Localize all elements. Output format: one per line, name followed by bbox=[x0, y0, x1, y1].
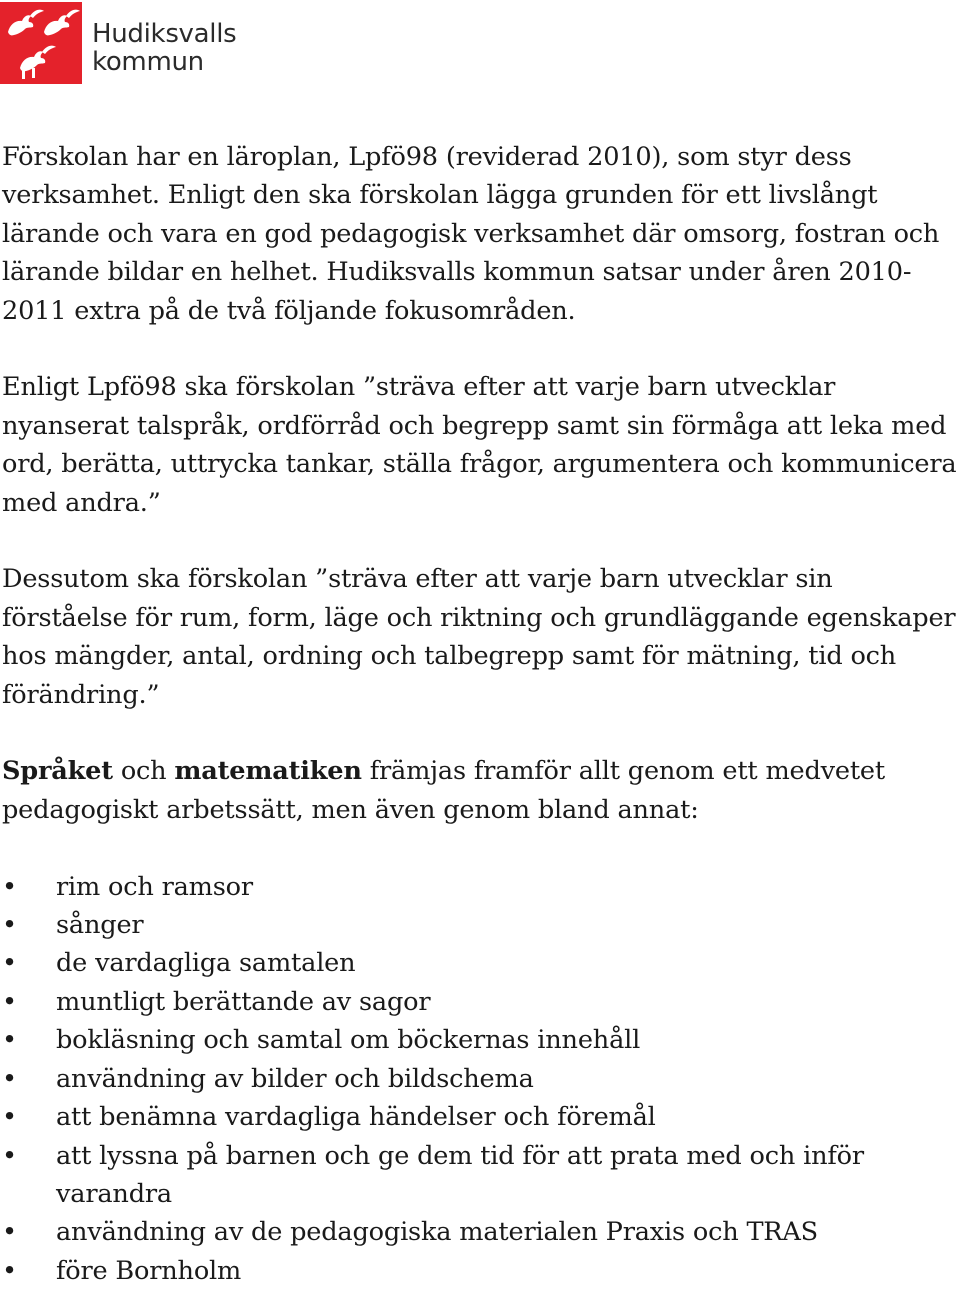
bold-term-language: Språket bbox=[2, 756, 113, 787]
list-item: • muntligt berättande av sagor bbox=[2, 983, 958, 1021]
goat-emblem-icon bbox=[0, 2, 82, 84]
list-item: • bokläsning och samtal om böckernas innehåll bbox=[2, 1021, 958, 1059]
list-item: • att lyssna på barnen och ge dem tid för att prata med och inför varandra bbox=[2, 1137, 958, 1214]
methods-text: främjas framför allt genom ett medvetet pedagogiskt arbetssätt, men även genom bland annat: bbox=[2, 756, 885, 825]
methods-paragraph bbox=[2, 752, 958, 829]
logo-line-1: Hudiksvalls bbox=[92, 19, 237, 49]
list-item: • rim och ramsor bbox=[2, 868, 958, 906]
logo-wordmark bbox=[92, 20, 236, 76]
list-item: • de vardagliga samtalen bbox=[2, 944, 958, 982]
language-goal-paragraph: Enligt Lpfö98 ska förskolan ”sträva efter att varje barn utvecklar nyanserat talspråk, ordförråd och begrepp samt sin förmåga att leka med ord, berätta, uttrycka tankar, ställa frågor, argumentera och kommunicera med andra.” bbox=[2, 372, 957, 518]
math-goal-paragraph: Dessutom ska förskolan ”sträva efter att varje barn utvecklar sin förståelse för rum, form, läge och riktning och grundläggande egenskaper hos mängder, antal, ordning och talbegrepp samt för mätning, tid och förändring.” bbox=[2, 564, 956, 710]
list-item: • sånger bbox=[2, 906, 958, 944]
intro-paragraph: Förskolan har en läroplan, Lpfö98 (reviderad 2010), som styr dess verksamhet. Enligt den ska förskolan lägga grunden för ett livslångt lärande och vara en god pedagogisk verksamhet där omsorg, fostran och lärande bildar en helhet. Hudiksvalls kommun satsar under åren 2010-2011 extra på de två följande fokusområden. bbox=[2, 142, 940, 326]
list-item: • användning av de pedagogiska materialen Praxis och TRAS bbox=[2, 1213, 958, 1251]
methods-connector: och bbox=[112, 756, 175, 787]
bold-term-math: matematiken bbox=[174, 756, 362, 787]
document-body bbox=[2, 138, 958, 1290]
list-item: • användning av bilder och bildschema bbox=[2, 1060, 958, 1098]
list-item: • före Bornholm bbox=[2, 1252, 958, 1290]
methods-list bbox=[2, 868, 958, 1290]
list-item: • att benämna vardagliga händelser och föremål bbox=[2, 1098, 958, 1136]
municipality-logo bbox=[0, 0, 260, 86]
logo-line-2: kommun bbox=[92, 47, 204, 77]
